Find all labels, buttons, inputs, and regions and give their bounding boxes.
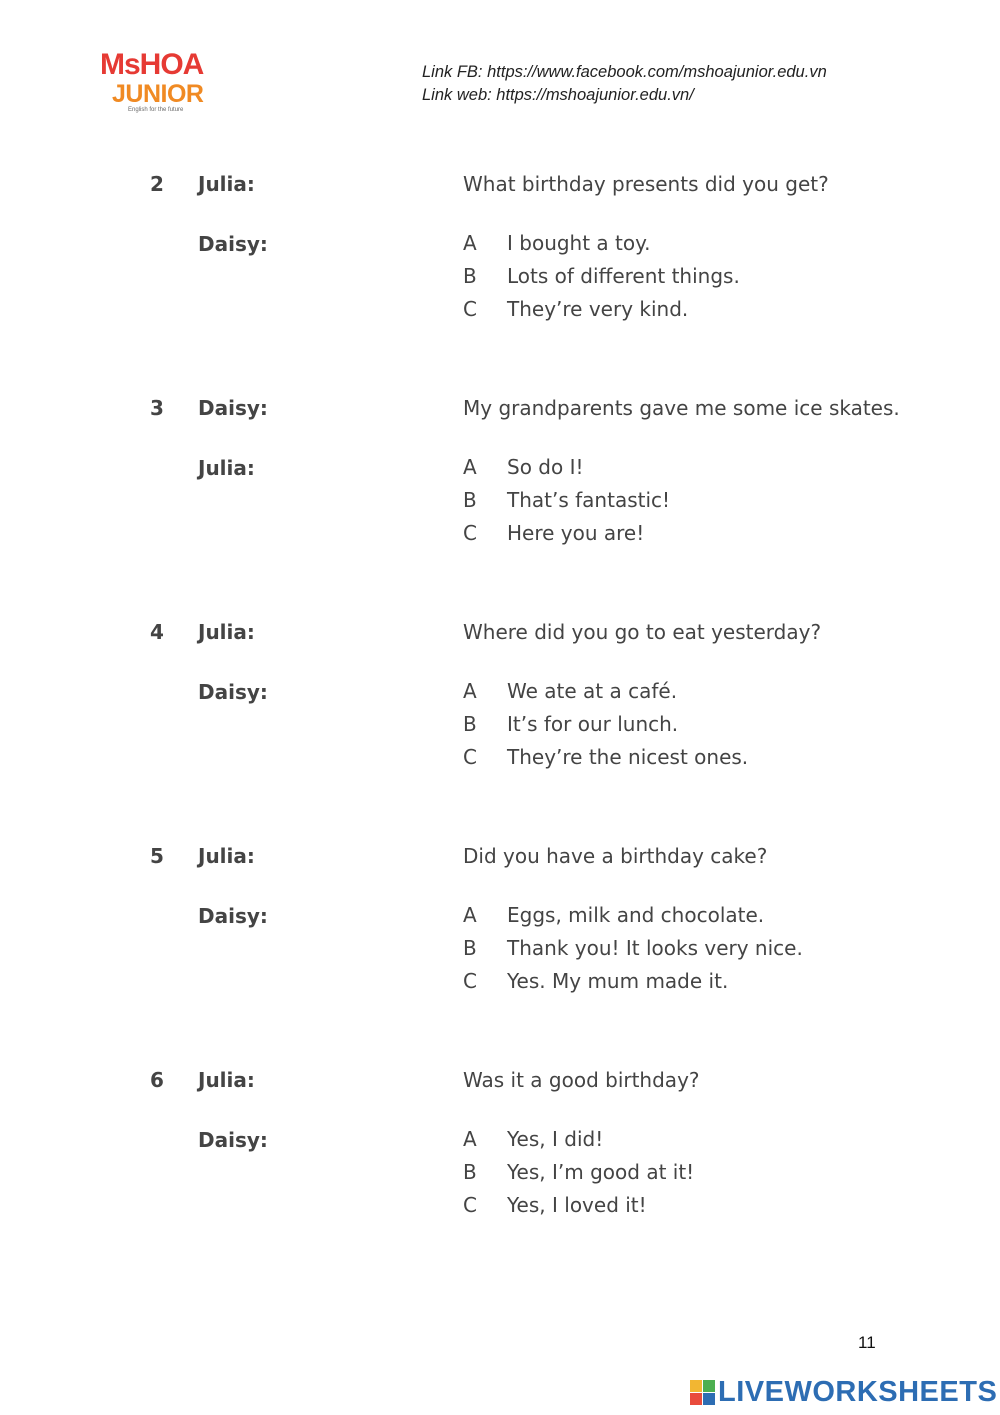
answer-option-b[interactable] [463, 488, 670, 512]
option-letter: B [463, 264, 477, 288]
question-number: 3 [150, 396, 164, 420]
liveworksheets-brand [690, 1375, 997, 1409]
option-text: Eggs, milk and chocolate. [507, 903, 765, 927]
option-text: So do I! [507, 455, 584, 479]
option-letter: C [463, 1193, 477, 1217]
answer-option-c[interactable] [463, 969, 728, 993]
option-letter: C [463, 297, 477, 321]
question-number: 6 [150, 1068, 164, 1092]
option-letter: B [463, 712, 477, 736]
option-text: Yes. My mum made it. [507, 969, 729, 993]
question-prompt: What birthday presents did you get? [463, 172, 829, 196]
answer-option-b[interactable] [463, 1160, 694, 1184]
question-number: 5 [150, 844, 164, 868]
question-5 [0, 844, 1000, 1044]
option-letter: A [463, 903, 477, 927]
option-text: Thank you! It looks very nice. [507, 936, 803, 960]
answer-option-c[interactable] [463, 297, 688, 321]
question-2 [0, 172, 1000, 372]
option-text: They’re very kind. [507, 297, 689, 321]
question-6 [0, 1068, 1000, 1268]
option-letter: A [463, 455, 477, 479]
answer-option-b[interactable] [463, 936, 803, 960]
option-letter: A [463, 1127, 477, 1151]
question-prompt: Where did you go to eat yesterday? [463, 620, 822, 644]
speaker-2: Daisy: [198, 1128, 268, 1152]
option-letter: C [463, 521, 477, 545]
option-letter: B [463, 1160, 477, 1184]
option-text: Yes, I loved it! [507, 1193, 647, 1217]
option-text: Here you are! [507, 521, 645, 545]
option-text: They’re the nicest ones. [507, 745, 749, 769]
answer-option-a[interactable] [463, 455, 584, 479]
question-4 [0, 620, 1000, 820]
option-letter: A [463, 231, 477, 255]
speaker-2: Daisy: [198, 232, 268, 256]
answer-option-a[interactable] [463, 679, 677, 703]
facebook-link[interactable]: Link FB: https://www.facebook.com/mshoajunior.edu.vn [422, 63, 827, 81]
question-prompt: Was it a good birthday? [463, 1068, 700, 1092]
option-letter: C [463, 969, 477, 993]
option-text: It’s for our lunch. [507, 712, 679, 736]
speaker-2: Daisy: [198, 904, 268, 928]
logo-tagline: English for the future [128, 107, 184, 113]
answer-option-c[interactable] [463, 521, 644, 545]
option-letter: B [463, 936, 477, 960]
option-letter: A [463, 679, 477, 703]
answer-option-c[interactable] [463, 1193, 647, 1217]
speaker-1: Julia: [198, 172, 255, 196]
option-letter: B [463, 488, 477, 512]
header-links [422, 61, 827, 107]
option-text: We ate at a café. [507, 679, 678, 703]
logo-line2: JUNIOR [112, 80, 204, 108]
speaker-1: Julia: [198, 844, 255, 868]
liveworksheets-wordmark: LIVEWORKSHEETS [718, 1375, 998, 1408]
answer-option-b[interactable] [463, 264, 740, 288]
option-text: Yes, I’m good at it! [507, 1160, 695, 1184]
speaker-2: Julia: [198, 456, 255, 480]
speaker-1: Daisy: [198, 396, 268, 420]
question-number: 4 [150, 620, 164, 644]
page-number: 11 [858, 1333, 876, 1352]
answer-option-c[interactable] [463, 745, 748, 769]
question-prompt: My grandparents gave me some ice skates. [463, 396, 900, 420]
logo-line1: MsHOA [100, 48, 204, 81]
option-text: That’s fantastic! [507, 488, 671, 512]
speaker-2: Daisy: [198, 680, 268, 704]
option-text: Yes, I did! [507, 1127, 604, 1151]
speaker-1: Julia: [198, 620, 255, 644]
answer-option-b[interactable] [463, 712, 678, 736]
website-link[interactable]: Link web: https://mshoajunior.edu.vn/ [422, 86, 694, 104]
answer-option-a[interactable] [463, 231, 650, 255]
answer-option-a[interactable] [463, 1127, 603, 1151]
option-text: I bought a toy. [507, 231, 651, 255]
option-letter: C [463, 745, 477, 769]
question-number: 2 [150, 172, 164, 196]
question-prompt: Did you have a birthday cake? [463, 844, 768, 868]
mshoa-junior-logo [100, 48, 235, 118]
question-3 [0, 396, 1000, 596]
speaker-1: Julia: [198, 1068, 255, 1092]
liveworksheets-logo-icon [690, 1380, 715, 1405]
answer-option-a[interactable] [463, 903, 764, 927]
option-text: Lots of different things. [507, 264, 740, 288]
